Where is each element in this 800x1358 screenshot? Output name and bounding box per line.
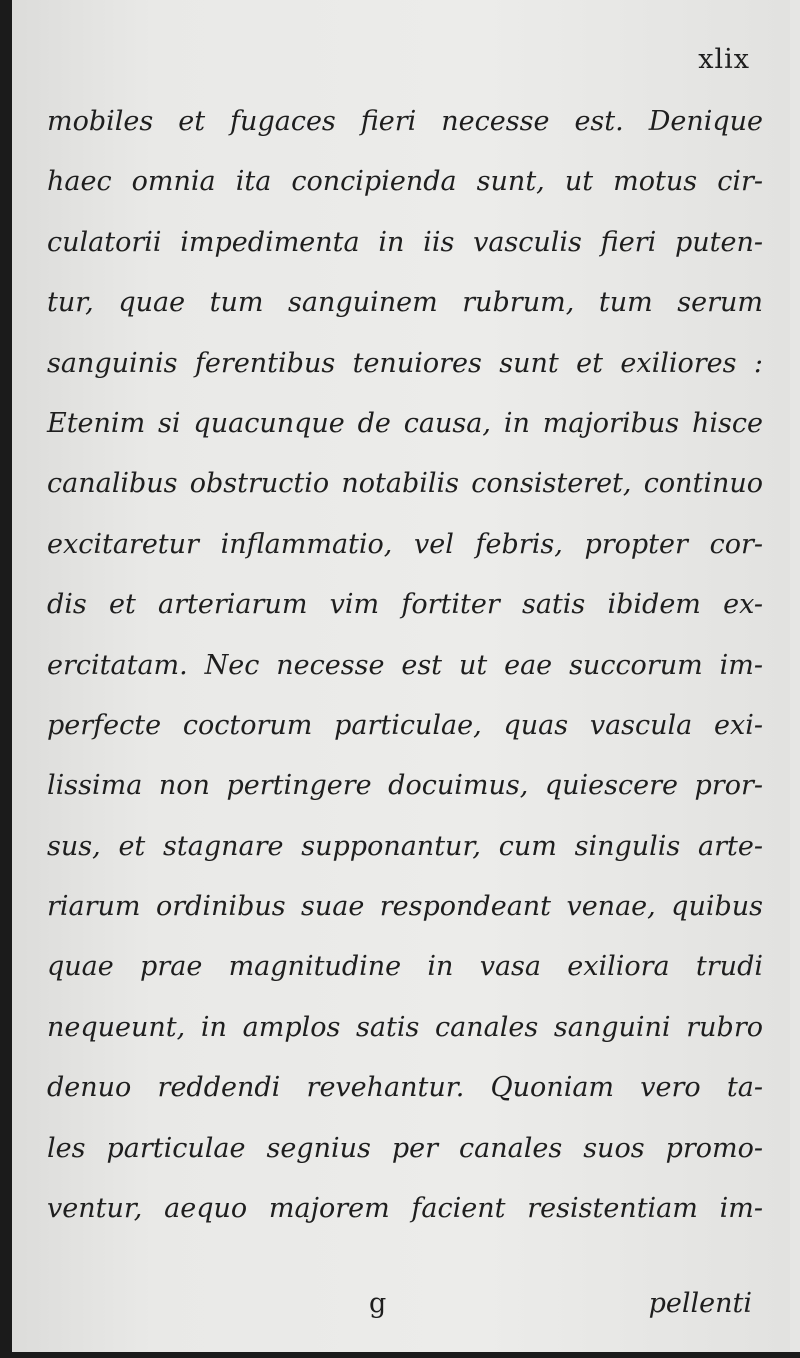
text-line: Etenim si quacunque de causa, in majoribus hisce [47,407,763,439]
text-line: ventur, aequo majorem facient resistentiam im- [47,1193,763,1225]
text-line: excitaretur inflammatio, vel febris, propter cor- [47,528,763,560]
body-text [47,92,763,1239]
text-line: ercitatam. Nec necesse est ut eae succorum im- [47,649,763,681]
text-line: nequeunt, in amplos satis canales sanguini rubro [47,1011,763,1043]
text-line: quae prae magnitudine in vasa exiliora trudi [47,951,763,983]
text-line: perfecte coctorum particulae, quas vascula exi- [47,709,763,741]
page-footer [12,1288,790,1328]
signature-mark: g [369,1288,387,1319]
text-line: lissima non pertingere docuimus, quiescere pror- [47,770,763,802]
text-line: haec omnia ita concipienda sunt, ut motus cir- [47,166,763,198]
text-line: denuo reddendi revehantur. Quoniam vero ta- [47,1072,763,1104]
text-line: mobiles et fugaces fieri necesse est. Denique [47,106,763,137]
scan-border [0,1352,800,1358]
text-line: sus, et stagnare supponantur, cum singulis arte- [47,830,763,862]
text-line: riarum ordinibus suae respondeant venae, quibus [47,891,763,923]
book-page [12,0,790,1352]
text-line: les particulae segnius per canales suos promo- [47,1132,763,1164]
text-line: tur, quae tum sanguinem rubrum, tum serum [47,287,763,319]
text-line: canalibus obstructio notabilis consisteret, continuo [47,468,763,500]
text-line: culatorii impedimenta in iis vasculis fieri puten- [47,226,763,258]
catchword: pellenti [648,1288,752,1319]
page-edge [790,0,800,1358]
text-line: sanguinis ferentibus tenuiores sunt et exiliores : [47,347,763,379]
text-line: dis et arteriarum vim fortiter satis ibidem ex- [47,589,763,621]
page-number: xlix [698,44,750,75]
